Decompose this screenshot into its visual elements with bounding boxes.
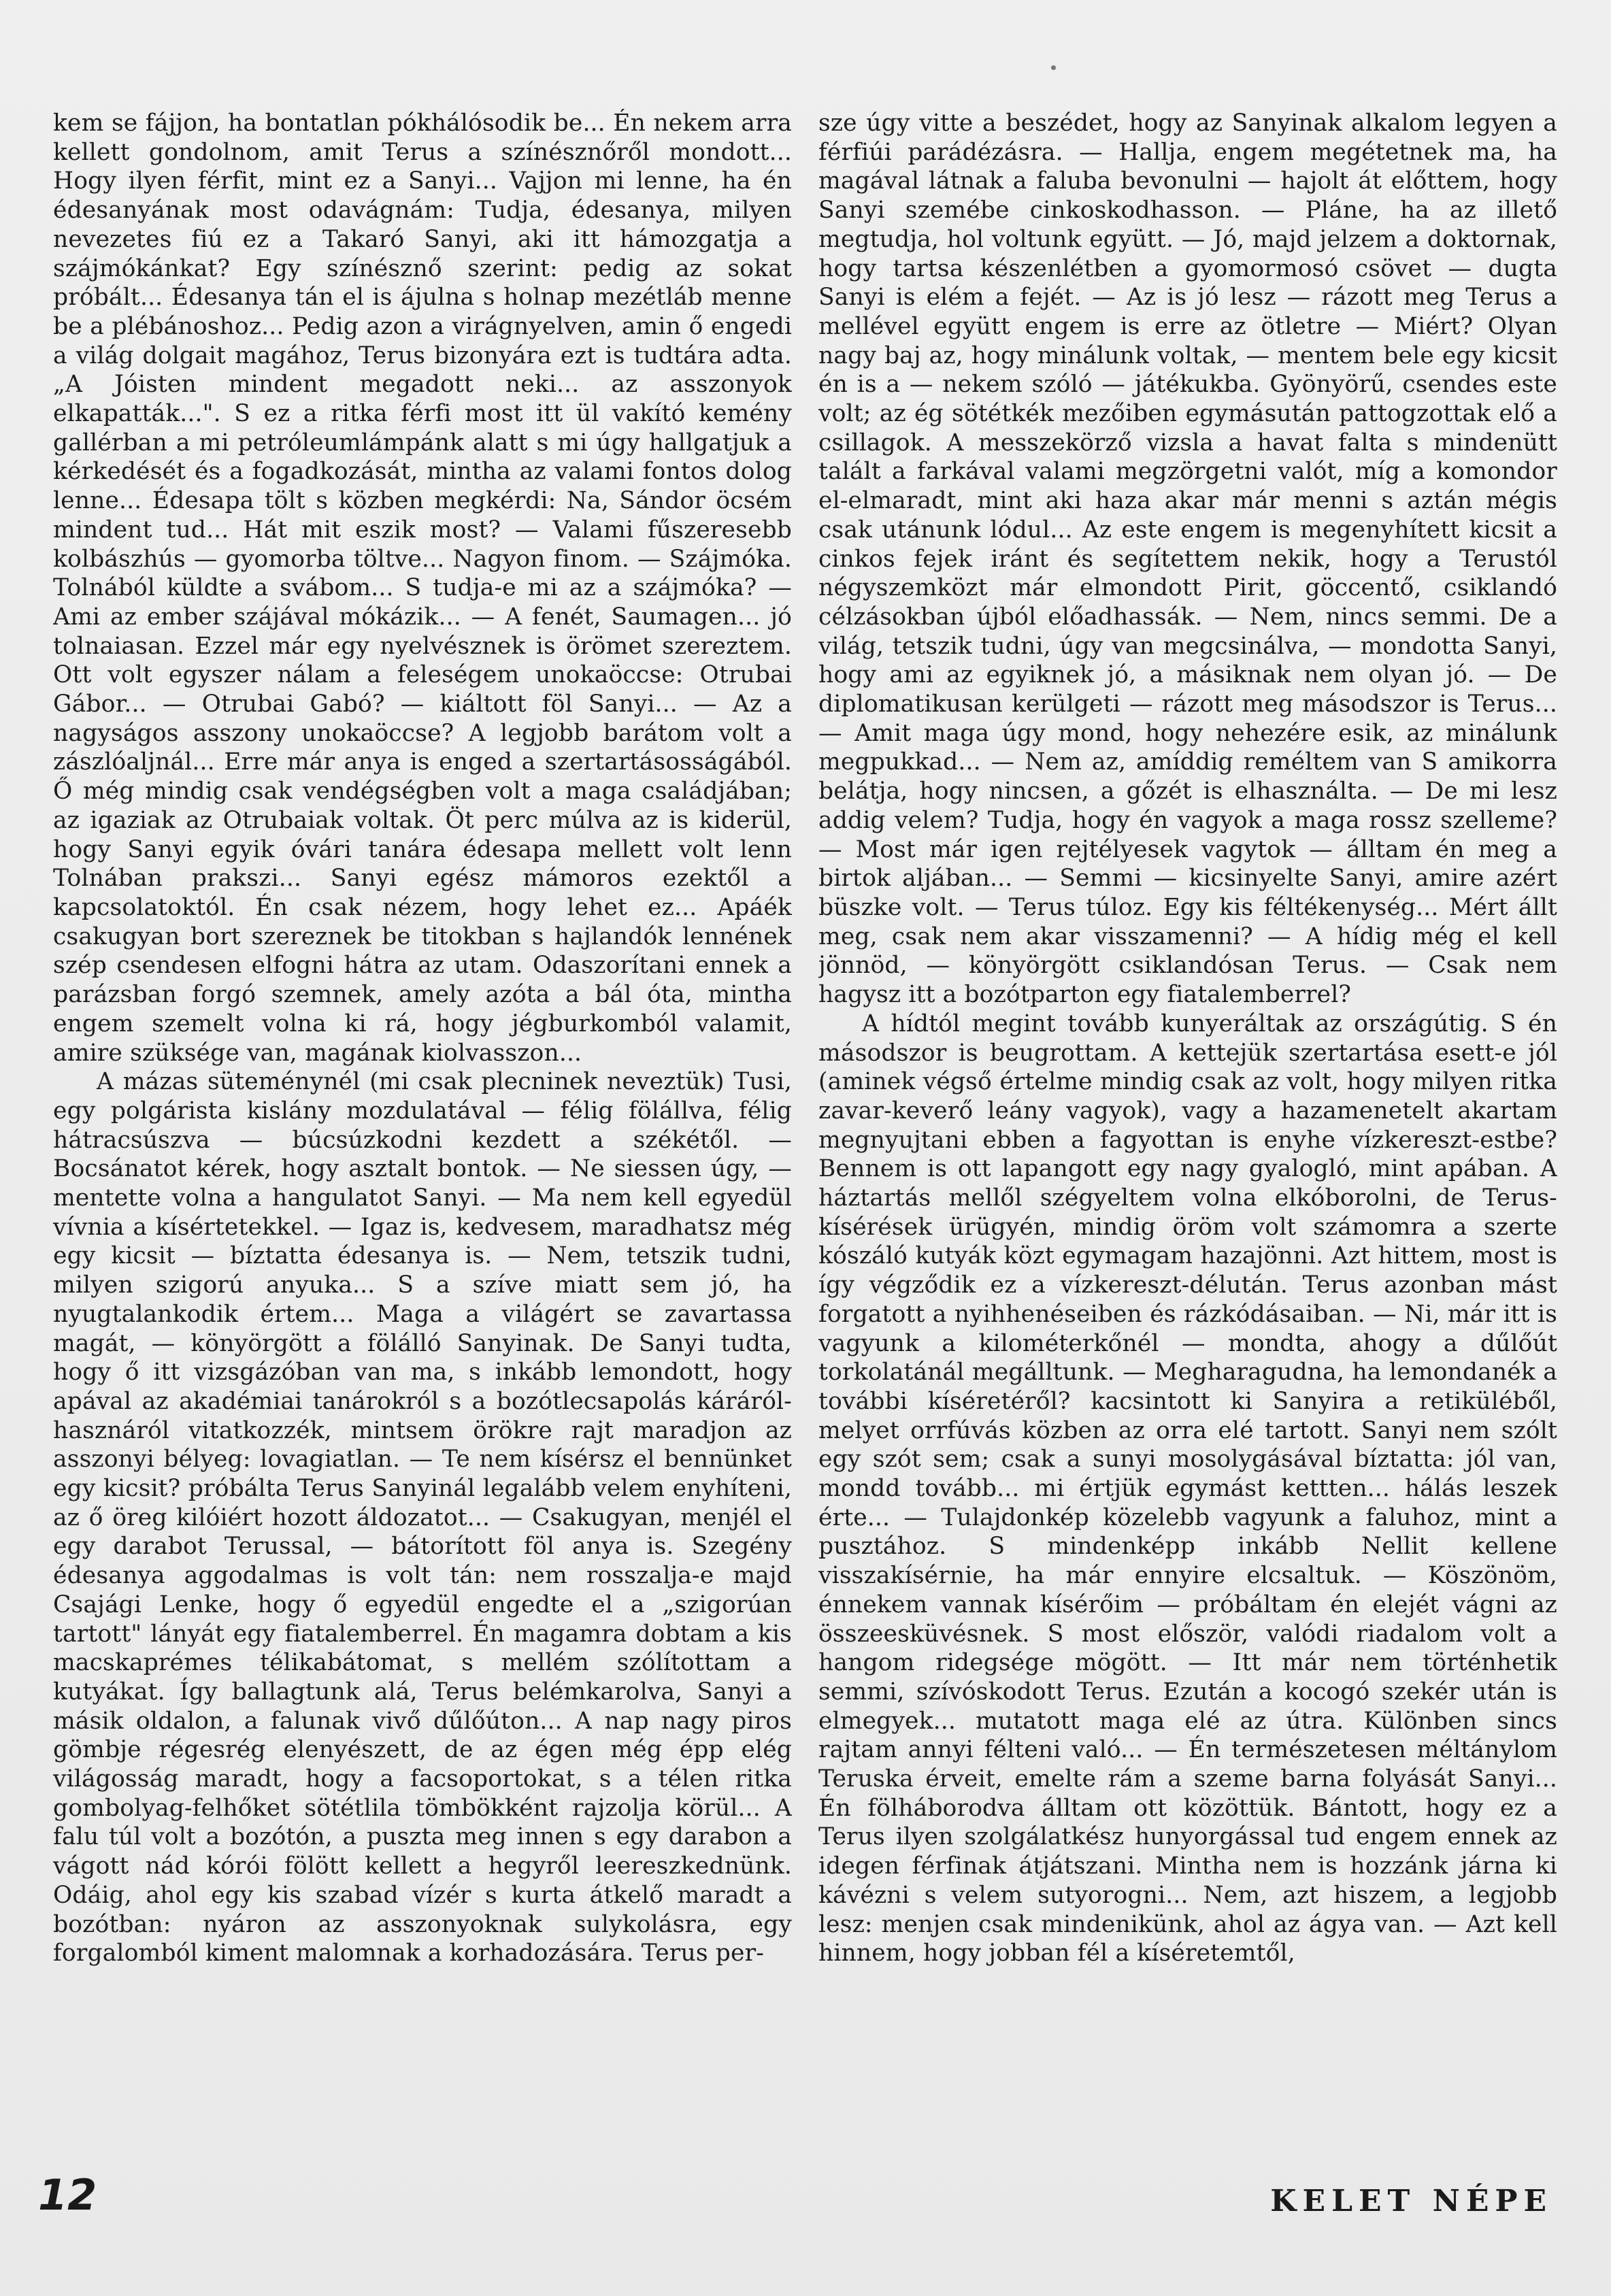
printing-speck: [1051, 65, 1056, 70]
paragraph: sze úgy vitte a beszédet, hogy az Sanyinak alkalom legyen a férfiúi parádézásra. — Hallja, engem megétetnek ma, ha magával látnak a faluba bevonulni — hajolt át előttem, hogy Sanyi szemébe cinkoskodhasson. — Pláne, ha az illető megtudja, hol voltunk együtt. — Jó, majd jelzem a doktornak, hogy tartsa készenlétben a gyomormosó csövet — dugta Sanyi is elém a fejét. — Az is jó lesz — rázott meg Terus a mellével együtt engem is erre az ötletre — Miért? Olyan nagy baj az, hogy minálunk voltak, — mentem bele egy kicsit én is a — nekem szóló — játékukba. Gyönyörű, csendes este volt; az ég sötétkék mezőiben egymásután pattogzottak elő a csillagok. A messzekörző vizsla a havat falta s mindenütt talált a farkával valami megzörgetni valót, míg a komondor el-elmaradt, mint aki haza akar már menni s aztán mégis csak utánunk lódul... Az este engem is megenyhített kicsit a cinkos fejek iránt és segítettem nekik, hogy a Terustól négyszemközt már elmondott Pirit, göccentő, csiklandó célzásokban újból előadhassák. — Nem, nincs semmi. De a világ, tetszik tudni, úgy van megcsinálva, — mondotta Sanyi, hogy ami az egyiknek jó, a másiknak nem olyan jó. — De diplomatikusan kerülgeti — rázott meg másodszor is Terus... — Amit maga úgy mond, hogy nehezére esik, az minálunk megpukkad... — Nem az, amíddig reméltem van S amikorra belátja, hogy nincsen, a gőzét is elhasználta. — De mi lesz addig velem? Tudja, hogy én vagyok a maga rossz szelleme? — Most már igen rejtélyesek vagytok — álltam én meg a birtok aljában... — Semmi — kicsinyelte Sanyi, amire azért büszke volt. — Terus túloz. Egy kis féltékenység... Mért állt meg, csak nem akar visszamenni? — A hídig még el kell jönnöd, — könyörgött csiklandósan Terus. — Csak nem hagysz itt a bozótparton egy fiatalemberrel?: [818, 110, 1557, 1009]
right-text-column: [818, 109, 1557, 2143]
paragraph: A mázas süteménynél (mi csak plecninek neveztük) Tusi, egy polgárista kislány mozdulatával — félig fölállva, félig hátracsúszva — búcsúzkodni kezdett a székétől. — Bocsánatot kérek, hogy asztalt bontok. — Ne siessen úgy, — mentette volna a hangulatot Sanyi. — Ma nem kell egyedül vívnia a kísértetekkel. — Igaz is, kedvesem, maradhatsz még egy kicsit — bíztatta édesanya is. — Nem, tetszik tudni, milyen szigorú anyuka... S a szíve miatt sem jó, ha nyugtalankodik értem... Maga a világért se zavartassa magát, — könyörgött a fölálló Sanyinak. De Sanyi tudta, hogy ő itt vizsgázóban van ma, s inkább lemondott, hogy apával az akadémiai tanárokról s a bozótlecsapolás káráról-hasznáról vitatkozzék, mintsem örökre rajt maradjon az asszonyi bélyeg: lovagiatlan. — Te nem kísérsz el bennünket egy kicsit? próbálta Terus Sanyinál legalább velem enyhíteni, az ő öreg kilóiért hozott áldozatot... — Csakugyan, menjél el egy darabot Terussal, — bátorított föl anya is. Szegény édesanya aggodalmas is volt tán: nem rosszalja-e majd Csajági Lenke, hogy ő egyedül engedte el a „szigorúan tartott" lányát egy fiatalemberrel. Én magamra dobtam a kis macskaprémes télikabátomat, s mellém szólítottam a kutyákat. Így ballagtunk alá, Terus belémkarolva, Sanyi a másik oldalon, a falunak vivő dűlőúton... A nap nagy piros gömbje régesrég elenyészett, de az égen még épp elég világosság maradt, hogy a facsoportokat, s a télen ritka gombolyag-felhőket sötétlila tömbökként rajzolja körül... A falu túl volt a bozótón, a puszta meg innen s egy darabon a vágott nád kórói fölött kellett a hegyről leereszkednünk. Odáig, ahol egy kis szabad vízér s kurta átkelő maradt a bozótban: nyáron az asszonyoknak sulykolásra, egy forgalomból kiment malomnak a korhadozására. Terus per-: [53, 1068, 792, 1967]
page-number: 12: [38, 2170, 97, 2220]
paragraph: A hídtól megint tovább kunyeráltak az országútig. S én másodszor is beugrottam. A kettejük szertartása esett-e jól (aminek végső értelme mindig csak az volt, hogy milyen ritka zavar-keverő leány vagyok), vagy a hazamenetelt akartam megnyujtani ebben a fagyottan is enyhe vízkereszt-estbe? Bennem is ott lapangott egy nagy gyalogló, mint apában. A háztartás mellől szégyeltem volna elkóborolni, de Terus-kísérések ürügyén, mindig öröm volt számomra a szerte kószáló kutyák közt egymagam hazajönni. Azt hittem, most is így végződik ez a vízkereszt-délután. Terus azonban mást forgatott a nyihhenéseiben és rázkódásaiban. — Ni, már itt is vagyunk a kilométerkőnél — mondta, ahogy a dűlőút torkolatánál megálltunk. — Megharagudna, ha lemondanék a további kíséretéről? kacsintott ki Sanyira a retiküléből, melyet orrfúvás közben az orra elé tartott. Sanyi nem szólt egy szót sem; csak a sunyi mosolygásával bíztatta: jól van, mondd tovább... mi értjük egymást kettten... hálás leszek érte... — Tulajdonkép közelebb vagyunk a faluhoz, mint a pusztához. S mindenképp inkább Nellit kellene visszakísérnie, ha már ennyire elcsaltuk. — Köszönöm, énnekem vannak kísérőim — próbáltam én elejét vágni az összeesküvésnek. S most először, valódi riadalom volt a hangom ridegsége mögött. — Itt már nem történhetik semmi, szívóskodott Terus. Ezután a kocogó szekér után is elmegyek... mutatott maga elé az útra. Különben sincs rajtam annyi félteni való... — Én természetesen méltánylom Teruska érveit, emelte rám a szeme barna folyását Sanyi... Én fölháborodva álltam ott közöttük. Bántott, hogy ez a Terus ilyen szolgálatkész hunyorgással tud engem ennek az idegen férfinak átjátszani. Mintha nem is hozzánk járna ki kávézni s velem sutyorogni... Nem, azt hiszem, a legjobb lesz: menjen csak mindenikünk, ahol az ágya van. — Azt kell hinnem, hogy jobban fél a kíséretemtől,: [818, 1010, 1557, 1967]
paragraph: kem se fájjon, ha bontatlan pókhálósodik be... Én nekem arra kellett gondolnom, amit Terus a színésznőről mondott... Hogy ilyen férfit, mint ez a Sanyi... Vajjon mi lenne, ha én édesanyának most odavágnám: Tudja, édesanya, milyen nevezetes fiú ez a Takaró Sanyi, aki itt hámozgatja a szájmókánkat? Egy színésznő szerint: pedig az sokat próbált... Édesanya tán el is ájulna s holnap mezétláb menne be a plébánoshoz... Pedig azon a virágnyelven, amin ő engedi a világ dolgait magához, Terus bizonyára ezt is tudtára adta. „A Jóisten mindent megadott neki... az asszonyok elkapatták...". S ez a ritka férfi most itt ül vakító kemény gallérban a mi petróleumlámpánk alatt s mi úgy hallgatjuk a kérkedését és a fogadkozását, mintha az valami fontos dolog lenne... Édesapa tölt s közben megkérdi: Na, Sándor öcsém mindent tud... Hát mit eszik most? — Valami fűszeresebb kolbászhús — gyomorba töltve... Nagyon finom. — Szájmóka. Tolnából küldte a svábom... S tudja-e mi az a szájmóka? — Ami az ember szájával mókázik... — A fenét, Saumagen... jó tolnaiasan. Ezzel már egy nyelvésznek is örömet szereztem. Ott volt egyszer nálam a feleségem unokaöccse: Otrubai Gábor... — Otrubai Gabó? — kiáltott föl Sanyi... — Az a nagyságos asszony unokaöccse? A legjobb barátom volt a zászlóaljnál... Erre már anya is enged a szertartásosságából. Ő még mindig csak vendégségben volt a maga családjában; az igaziak az Otrubaiak voltak. Öt perc múlva az is kiderül, hogy Sanyi egyik óvári tanára édesapa mellett volt lenn Tolnában prakszi... Sanyi egész mámoros ezektől a kapcsolatoktól. Én csak nézem, hogy lehet ez... Apáék csakugyan bort szereznek be titokban s hajlandók lennének szép csendesen elfogni hátra az utam. Odaszorítani ennek a parázsban forgó szemnek, amely azóta a bál óta, mintha engem szemelt volna ki rá, hogy jégburkomból valamit, amire szüksége van, magának kiolvasszon...: [53, 110, 792, 1067]
magazine-title: KELET NÉPE: [1270, 2184, 1552, 2218]
left-text-column: [53, 109, 792, 2143]
